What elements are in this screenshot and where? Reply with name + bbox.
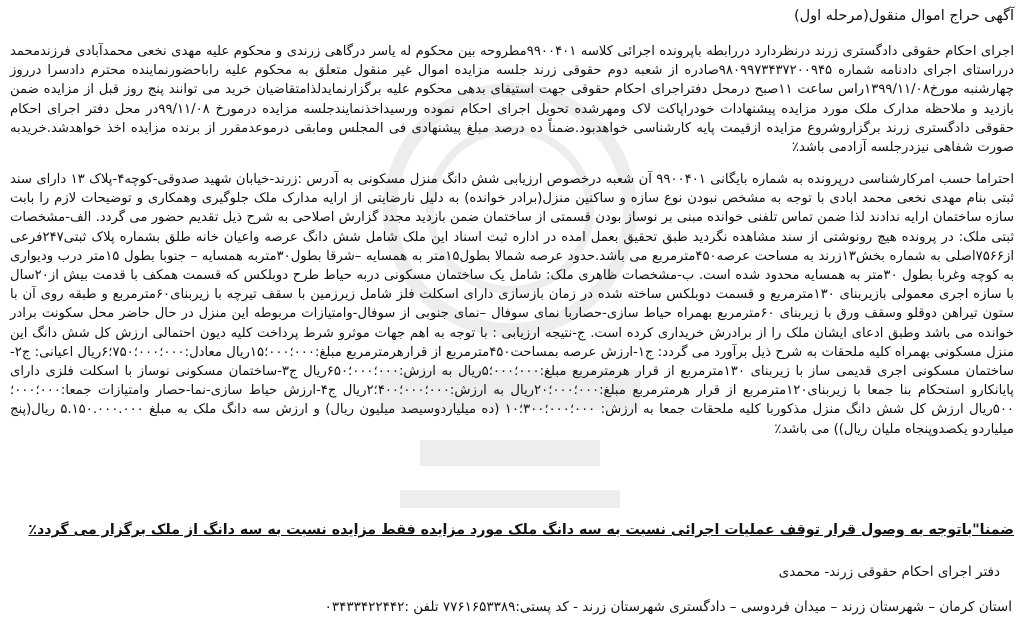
suspension-notice: ضمنا"باتوجه به وصول قرار توقف عملیات اجرائی نسبت به سه دانگ ملک مورد مزایده فقط مزایده نسبت به سه دانگ از ملک برگزار می گردد٪ — [28, 522, 1014, 538]
office-address: استان کرمان – شهرستان زرند – میدان فردوسی – دادگستری شهرستان زرند - کد پستی:۷۷۶۱۶۵۳۳۸۹ تلفن :۰۳۴۳۳۴۲۲۴۴۲ — [324, 599, 1012, 615]
auction-details-paragraph: اجرای احکام حقوقی دادگستری زرند درنظردارد دررابطه باپرونده اجرائی کلاسه ۹۹۰۰۴۰۱مطروحه بین محکوم له یاسر درگاهی زرندی و محکوم علیه مهدی نخعی محمدآبادی فرزندمحمد درراستای اجرای دادنامه شماره ۹۸۰۹۹۷۳۴۳۷۲۰۰۹۴۵صادره از شعبه دوم حقوقی زرند جلسه مزایده اموال غیر منقول متعلق به محکوم علیه راباحضورنماینده محترم دادسرا درروز چهارشنبه مورخ۱۳۹۹/۱۱/۰۸راس ساعت ۱۱صبح درمحل دفتراجرای احکام حقوقی جهت استیفای بدهی محکوم علیه برگزارنمایدلذامتقاضیان خرید می توانند پنج روز قبل از مزایده ضمن بازدید و ملاحظه مدارک ملک مورد مزایده پیشنهادات خودراپاکت لاک ومهرشده تحویل اجرای احکام نموده ورسیداخذنمایندجلسه مزایده درمورخ ۹۹/۱۱/۰۸در محل دفتر اجرای احکام حقوقی دادگستری زرند برگزاروشروع مزایده ازقیمت پایه کارشناسی خواهدبود.ضمناً ده درصد مبلغ پیشنهادی فی المجلس ومابقی درموعدمقرر از برنده مزایده اخذ خواهدشد.خریدبه صورت شفاهی نیزدرجلسه آزادمی باشد٪ — [10, 44, 1014, 156]
notice-title: آگهی حراج اموال منقول(مرحله اول) — [793, 8, 1014, 24]
expert-appraisal-paragraph: احتراما حسب امرکارشناسی درپرونده به شماره بایگانی ۹۹۰۰۴۰۱ آن شعبه درخصوص ارزیابی شش دانگ منزل مسکونی به آدرس :زرند-خیابان شهید صدوقی-کوچه۴-پلاک ۱۳ دارای سند ثبتی بنام مهدی نخعی محمد ابادی با توجه به مشخص نبودن نوع سازه و ساکنین منزل(برادر خوانده) به دلیل نارضایتی از ارایه مدارک ملک جلوگیری وهمکاری و توضیحات لازم را بابت سازه ساختمان ارایه ندادند لذا ضمن تماس تلفنی خوانده مبنی بر نوساز بودن قسمتی از ساختمان ضمن بازدید مجدد گزارش اصلاحی به شرح ذیل تقدیم حضور می گردد. الف-مشخصات ثبتی ملک: در پرونده هیچ رونوشتی از سند مشاهده نگردید طبق تحقیق بعمل امده در اداره ثبت اسناد این ملک شامل شش دانگ عرصه واعیان خانه طلق بشماره پلاک ثبتی۲۴۷فرعی از۷۵۶۶اصلی به شماره بخش۱۳زرند به مساحت عرصه۴۵۰مترمربع می باشد.حدود عرصه شمالا بطول۱۵متر به همسایه –شرقا بطول۳۰متربه همسایه – جنوبا بطول ۱۵متر درب ودیواری به کوچه وغربا بطول ۳۰متر به همسایه محدود شده است. ب-مشخصات ظاهری ملک: شامل یک ساختمان مسکونی دربه حیاط طرح دوبلکس که قسمت همکف با قدمت بیش از۲۰سال با سازه اجری معمولی بازیربنای ۱۳۰مترمربع و قسمت دوبلکس ساخته شده در زمان بازسازی دارای اسکلت فلز شامل زیرزمین با سقف تیرچه با زیربنای۶۰مترمربع و طبقه روی آن با ستون تیراهن دوقلو وسقف ورق با زیربنای ۶۰مترمربع بهمراه حیاط سازی-حصاربا نمای سوفال –نمای جنوبی از سوفال-وامتیازات مربوطه این منزل در حال حاضر محل سکونت برادر خوانده می باشد وطبق ادعای ایشان ملک را از برادرش خریداری کرده است. ج-نتیجه ارزیابی : با توجه به اهم جهات موثرو شرط پرداخت کلیه دیون احتمالی ارزش کل شش دانگ این منزل مسکونی بهمراه کلیه ملحقات به شرح ذیل برآورد می گردد: ج۱-ارزش عرصه بمساحت۴۵۰مترمربع از قرارهرمترمربع مبلغ:۰۰۰؛۰۰۰؛۱۵ریال معادل:۰۰۰؛۰۰۰؛۷۵۰؛۶ریال اعیانی: ج۲-ساختمان مسکونی اجری قدیمی ساز با زیربنای ۱۳۰مترمربع از قرار هرمترمربع مبلغ:۰۰۰؛۰۰۰؛۵ریال به ارزش:۰۰۰؛۰۰۰؛۶۵۰ریال ج۳-ساختمان مسکونی نوساز با اسکلت فلزی دارای پایانکارو استحکام بنا جمعا با زیربنای۱۲۰مترمربع از قرار هرمترمربع مبلغ:۰۰۰؛۰۰۰؛۲۰ریال به ارزش:۰۰۰؛۰۰۰؛۴۰۰؛۲ریال ج۴-ارزش حیاط سازی-نما-حصار وامتیازات جمعا:۰۰۰؛۰۰۰؛۵۰۰ریال ارزش کل شش دانگ منزل مذکوربا کلیه ملحقات جمعا به ارزش: ۰۰۰؛۰۰۰؛۳۰۰؛۱۰ (ده میلیاردوسیصد میلیون ریال) و ارزش سه دانگ ملک به مبلغ ۵.۱۵۰.۰۰۰.۰۰۰ ریال(پنج میلیاردو یکصدوپنجاه ملیان ریال)) می باشد٪ — [10, 172, 1015, 437]
office-signature: دفتر اجرای احکام حقوقی زرند- محمدی — [778, 564, 1000, 580]
